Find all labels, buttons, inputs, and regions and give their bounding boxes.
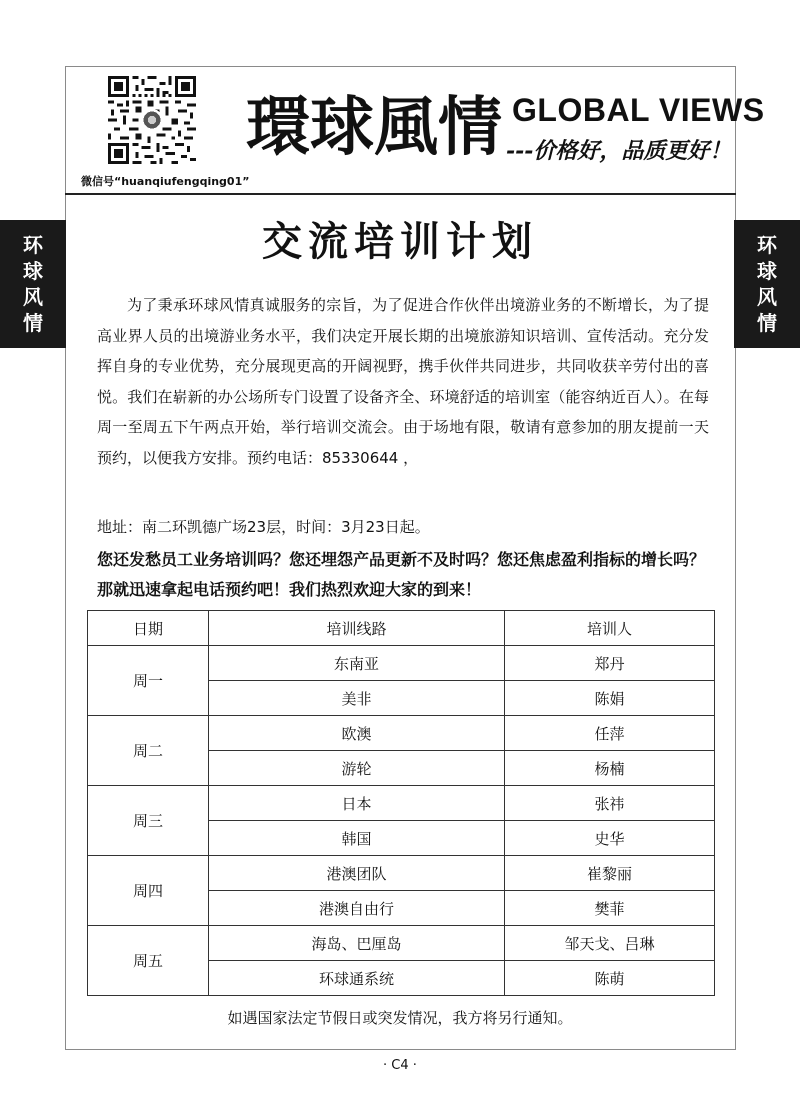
trainer-cell: 杨楠 [505,751,715,786]
trainer-cell: 陈娟 [505,681,715,716]
trainer-cell: 樊菲 [505,891,715,926]
trainer-cell: 陈萌 [505,961,715,996]
brand-slogan: ---价格好，品质更好！ [506,138,732,164]
holiday-notice: 如遇国家法定节假日或突发情况，我方将另行通知。 [227,1009,573,1027]
table-header-row [88,611,715,646]
trainer-cell: 崔黎丽 [505,856,715,891]
trainer-cell: 郑丹 [505,646,715,681]
brand-name-en: GLOBAL VIEWS [512,92,765,128]
brand-name-cn: 環球風情 [246,90,502,165]
table-row [88,856,715,891]
side-tab-char: 情 [757,311,777,335]
side-tab-char: 风 [23,285,43,309]
route-cell: 游轮 [209,751,505,786]
day-cell: 周四 [88,856,209,926]
side-tab-char: 风 [757,285,777,309]
address-line: 地址：南二环凯德广场23层，时间：3月23日起。 [97,518,430,536]
wechat-id: 微信号“huanqiufengqing01” [81,175,250,188]
trainer-cell: 任萍 [505,716,715,751]
page-title: 交流培训计划 [262,218,538,265]
route-cell: 港澳团队 [209,856,505,891]
route-cell: 日本 [209,786,505,821]
promo-text: 您还发愁员工业务培训吗？您还埋怨产品更新不及时吗？您还焦虑盈利指标的增长吗？那就迅速拿起电话预约吧！我们热烈欢迎大家的到来！ [97,550,706,599]
route-cell: 东南亚 [209,646,505,681]
route-cell: 环球通系统 [209,961,505,996]
route-cell: 港澳自由行 [209,891,505,926]
side-tab-char: 球 [23,259,43,283]
training-schedule-table [87,610,715,996]
table-row [88,716,715,751]
trainer-cell: 史华 [505,821,715,856]
page-number: · C4 · [383,1058,417,1073]
trainer-cell: 张祎 [505,786,715,821]
intro-text: 为了秉承环球风情真诚服务的宗旨，为了促进合作伙伴出境游业务的不断增长，为了提高业界人员的出境游业务水平，我们决定开展长期的出境旅游知识培训、宣传活动。充分发挥自身的专业优势，充分展现更高的开阔视野，携手伙伴共同进步，共同收获辛劳付出的喜悦。我们在崭新的办公场所专门设置了设备齐全、环境舒适的培训室（能容纳近百人）。在每周一至周五下午两点开始，举行培训交流会。由于场地有限，敬请有意参加的朋友提前一天预约，以便我方安排。预约电话：85330644 ， [97,296,709,467]
table-row [88,786,715,821]
side-tab-char: 球 [757,259,777,283]
side-tab-char: 情 [23,311,43,335]
column-header-trainer: 培训人 [505,611,715,646]
header-divider [65,193,736,195]
intro-paragraph [97,290,709,473]
side-tab-char: 环 [23,233,43,257]
day-cell: 周五 [88,926,209,996]
side-tab-char: 环 [757,233,777,257]
day-cell: 周二 [88,716,209,786]
table-row [88,646,715,681]
table-row [88,926,715,961]
route-cell: 海岛、巴厘岛 [209,926,505,961]
day-cell: 周一 [88,646,209,716]
day-cell: 周三 [88,786,209,856]
route-cell: 欧澳 [209,716,505,751]
column-header-date: 日期 [88,611,209,646]
qr-code-icon [107,76,197,164]
trainer-cell: 邹天戈、吕琳 [505,926,715,961]
route-cell: 韩国 [209,821,505,856]
route-cell: 美非 [209,681,505,716]
column-header-route: 培训线路 [209,611,505,646]
